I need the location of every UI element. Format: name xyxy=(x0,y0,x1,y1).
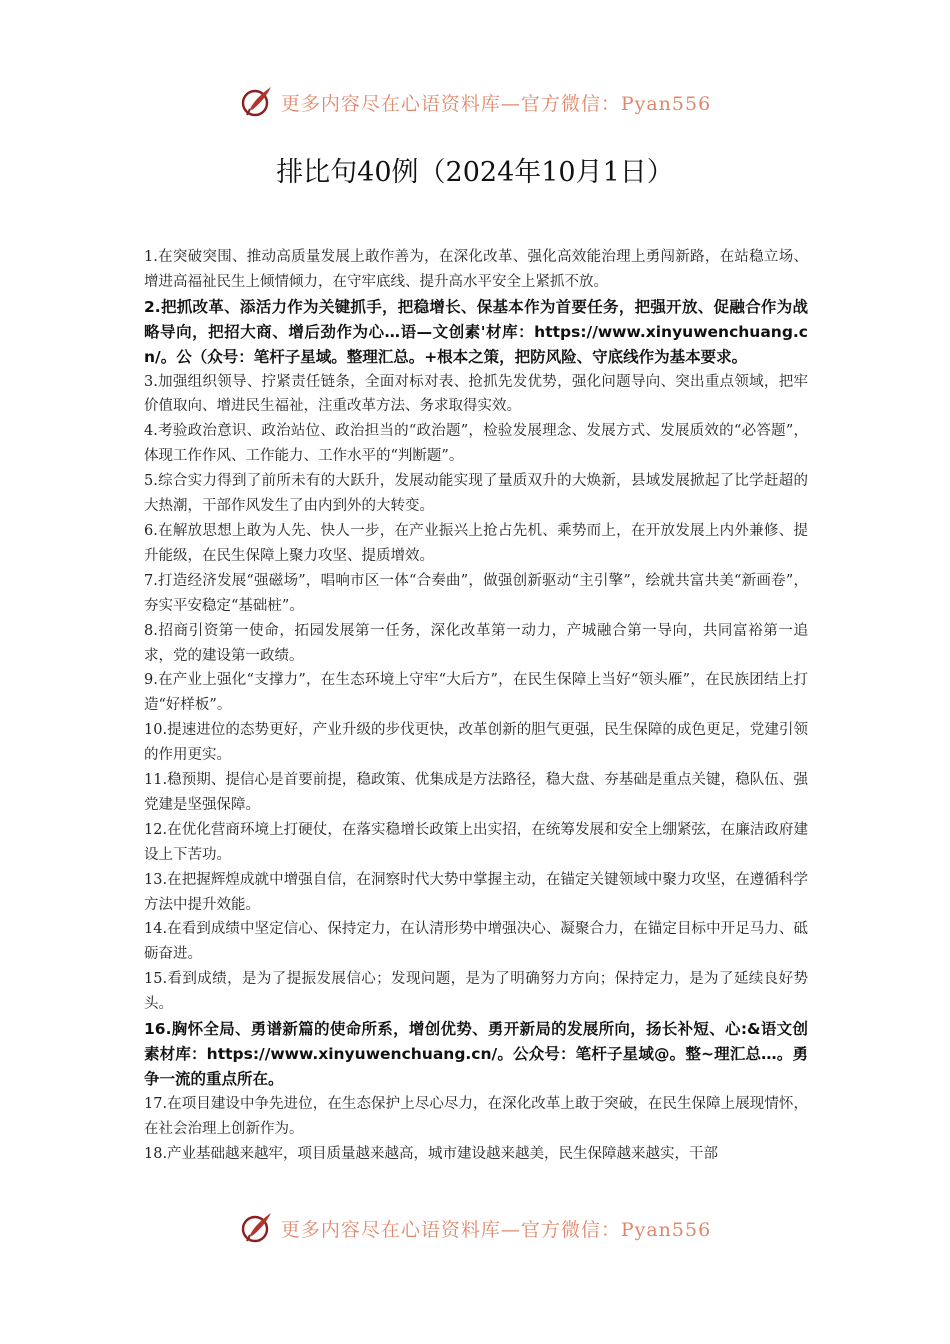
paragraph-13: 13.在把握辉煌成就中增强自信，在洞察时代大势中掌握主动，在锚定关键领域中聚力攻坚，在遵循科学方法中提升效能。 xyxy=(144,871,808,913)
quill-logo-icon xyxy=(239,84,275,120)
paragraph-2: 2.把抓改革、添活力作为关键抓手，把稳增长、保基本作为首要任务，把强开放、促融合作为战略导向，把招大商、增后劲作为心…语—文创素'材库：https://www.xinyuwenchuang.cn/。公（众号：笔杆子星域。整理汇总。+根本之策，把防风险、守底线作为基本要求。 xyxy=(144,297,808,366)
paragraph-18: 18.产业基础越来越牢，项目质量越来越高，城市建设越来越美，民生保障越来越实，干部 xyxy=(144,1145,719,1162)
paragraph-7: 7.打造经济发展“强磁场”，唱响市区一体“合奏曲”，做强创新驱动“主引擎”，绘就共富共美“新画卷”，夯实平安稳定“基础桩”。 xyxy=(144,572,808,614)
paragraph-4: 4.考验政治意识、政治站位、政治担当的“政治题”，检验发展理念、发展方式、发展质效的“必答题”，体现工作作风、工作能力、工作水平的“判断题”。 xyxy=(144,423,808,465)
paragraph-10: 10.提速进位的态势更好，产业升级的步伐更快，改革创新的胆气更强，民生保障的成色更足，党建引领的作用更实。 xyxy=(144,722,808,764)
paragraph-16: 16.胸怀全局、勇谱新篇的使命所系，增创优势、勇开新局的发展所向，扬长补短、心:&语文创素材库：https://www.xinyuwenchuang.cn/。公众号：笔杆子星域@。整~理汇总…。勇争一流的重点所在。 xyxy=(144,1020,808,1088)
footer-banner xyxy=(0,1208,950,1248)
paragraph-3: 3.加强组织领导、拧紧责任链条，全面对标对表、抢抓先发优势，强化问题导向、突出重点领域，把牢价值取向、增进民生福祉，注重改革方法、务求取得实效。 xyxy=(144,373,808,415)
paragraph-5: 5.综合实力得到了前所未有的大跃升，发展动能实现了量质双升的大焕新，县域发展掀起了比学赶超的大热潮，干部作风发生了由内到外的大转变。 xyxy=(144,473,808,515)
quill-logo-icon xyxy=(239,1210,275,1246)
paragraph-11: 11.稳预期、提信心是首要前提，稳政策、优集成是方法路径，稳大盘、夯基础是重点关键，稳队伍、强党建是坚强保障。 xyxy=(144,772,808,813)
banner-text: 更多内容尽在心语资料库—官方微信：Pyan556 xyxy=(280,1218,712,1241)
paragraph-14: 14.在看到成绩中坚定信心、保持定力，在认清形势中增强决心、凝聚合力，在锚定目标中开足马力、砥砺奋进。 xyxy=(144,921,808,963)
paragraph-9: 9.在产业上强化“支撑力”，在生态环境上守牢“大后方”，在民生保障上当好“领头雁”，在民族团结上打造“好样板”。 xyxy=(144,672,808,714)
header-banner xyxy=(0,82,950,122)
paragraph-6: 6.在解放思想上敢为人先、快人一步，在产业振兴上抢占先机、乘势而上，在开放发展上内外兼修、提升能级，在民生保障上聚力攻坚、提质增效。 xyxy=(144,522,808,564)
paragraph-1: 1.在突破突围、推动高质量发展上敢作善为，在深化改革、强化高效能治理上勇闯新路，在站稳立场、增进高福祉民生上倾情倾力，在守牢底线、提升高水平安全上紧抓不放。 xyxy=(144,249,808,290)
document-title: 排比句40例（2024年10月1日） xyxy=(276,157,674,188)
document-body xyxy=(144,245,808,1190)
paragraph-15: 15.看到成绩，是为了提振发展信心；发现问题，是为了明确努力方向；保持定力，是为了延续良好势头。 xyxy=(144,971,808,1013)
paragraph-17: 17.在项目建设中争先进位，在生态保护上尽心尽力，在深化改革上敢于突破，在民生保障上展现情怀，在社会治理上创新作为。 xyxy=(144,1095,808,1137)
paragraph-12: 12.在优化营商环境上打硬仗，在落实稳增长政策上出实招，在统筹发展和安全上绷紧弦，在廉洁政府建设上下苦功。 xyxy=(144,821,808,863)
banner-text: 更多内容尽在心语资料库—官方微信：Pyan556 xyxy=(280,92,712,115)
paragraph-8: 8.招商引资第一使命，拓园发展第一任务，深化改革第一动力，产城融合第一导向，共同富裕第一追求，党的建设第一政绩。 xyxy=(144,622,808,664)
